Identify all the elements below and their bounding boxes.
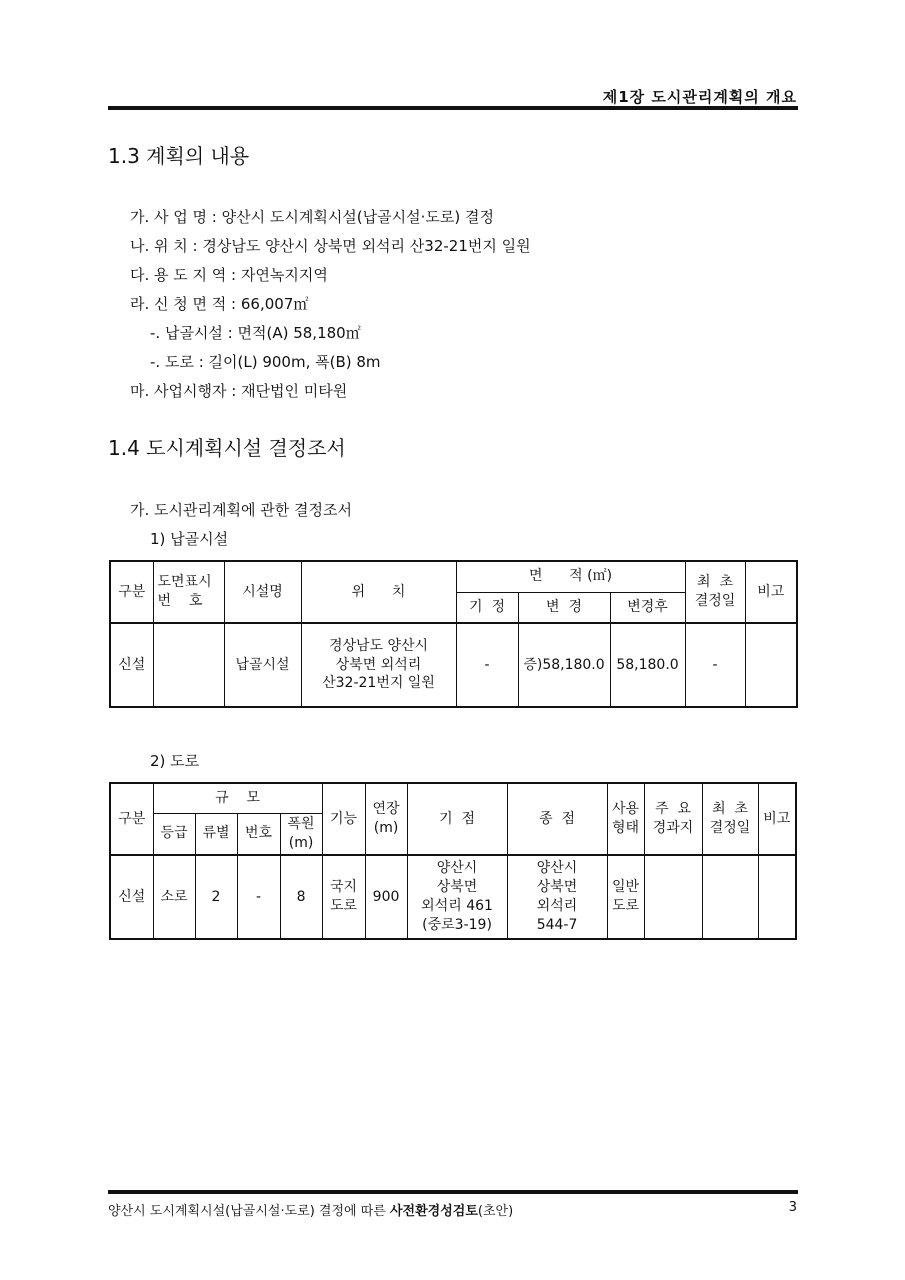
chapter-title: 제1장 도시관리계획의 개요 <box>602 88 797 106</box>
road-header-length <box>365 783 407 855</box>
cell-location <box>301 623 456 707</box>
header-first-decision <box>685 561 745 623</box>
page-number: 3 <box>788 1200 797 1215</box>
road-cell-gubun: 신설 <box>110 855 153 939</box>
header-area: 면 적 (㎡) <box>456 561 685 592</box>
road-cell-grade: 소로 <box>153 855 195 939</box>
footer-document-title <box>108 1200 513 1219</box>
header-map-no-line2: 번 호 <box>157 593 203 609</box>
road-cell-number: - <box>237 855 280 939</box>
cell-gubun: 신설 <box>110 623 153 707</box>
road-cell-end-line2: 상북면 <box>536 879 578 896</box>
cell-first: - <box>685 623 745 707</box>
road-header-first-decision <box>702 783 758 855</box>
road-header-note: 비고 <box>758 783 796 855</box>
road-cell-width: 8 <box>280 855 322 939</box>
header-map-no-line1: 도면표시 <box>157 574 212 591</box>
road-cell-end <box>507 855 607 939</box>
header-first-line1: 최 초 <box>697 574 733 591</box>
road-cell-start-line4: (중로3-19) <box>422 916 492 933</box>
subheading-charnel: 1) 납골시설 <box>150 530 229 548</box>
road-header-width-line2: (m) <box>288 834 314 851</box>
road-header-end: 종 점 <box>507 783 607 855</box>
road-header-first-line2: 결정일 <box>709 820 751 836</box>
road-cell-start-line2: 상북면 <box>436 879 478 896</box>
road-cell-end-line3: 외석리 <box>536 898 578 914</box>
item-location: 나. 위 치 : 경상남도 양산시 상북면 외석리 산32-21번지 일원 <box>130 237 531 255</box>
road-cell-end-line1: 양산시 <box>536 860 578 877</box>
road-header-first-line1: 최 초 <box>712 801 749 818</box>
road-cell-function-line2: 도로 <box>330 898 358 914</box>
road-header-gubun: 구분 <box>110 783 153 855</box>
cell-note <box>745 623 797 707</box>
item-zoning: 다. 용 도 지 역 : 자연녹지지역 <box>130 266 328 284</box>
cell-after: 58,180.0 <box>610 623 685 707</box>
road-header-usage-line2: 형태 <box>612 820 640 836</box>
road-header-function: 기능 <box>322 783 365 855</box>
road-cell-end-line4: 544-7 <box>536 916 578 933</box>
road-header-width <box>280 813 322 855</box>
cell-location-line3: 산32-21번지 일원 <box>322 675 435 692</box>
road-table <box>109 782 797 940</box>
road-header-start: 기 점 <box>407 783 507 855</box>
road-header-type: 류별 <box>195 813 237 855</box>
header-gubun: 구분 <box>110 561 153 623</box>
cell-existing: - <box>456 623 518 707</box>
item-requested-area: 라. 신 청 면 적 : 66,007㎡ <box>130 295 309 313</box>
cell-change: 증)58,180.0 <box>518 623 610 707</box>
header-first-line2: 결정일 <box>694 593 736 609</box>
road-cell-usage <box>607 855 644 939</box>
road-cell-function <box>322 855 365 939</box>
road-cell-function-line1: 국지 <box>330 879 358 896</box>
subheading-road: 2) 도로 <box>150 752 200 770</box>
road-cell-start <box>407 855 507 939</box>
section-title-1-3: 1.3 계획의 내용 <box>108 144 250 168</box>
cell-map-no <box>153 623 224 707</box>
road-header-length-line1: 연장 <box>372 801 400 818</box>
cell-location-line2: 상북면 외석리 <box>335 656 422 673</box>
footer-rule <box>108 1190 798 1194</box>
header-note: 비고 <box>745 561 797 623</box>
header-after: 변경후 <box>610 592 685 623</box>
road-cell-first <box>702 855 758 939</box>
header-map-no <box>153 561 224 623</box>
header-location: 위 치 <box>301 561 456 623</box>
item-road-size: -. 도로 : 길이(L) 900m, 폭(B) 8m <box>150 353 381 371</box>
road-header-number: 번호 <box>237 813 280 855</box>
decision-intro: 가. 도시관리계획에 관한 결정조서 <box>130 501 352 519</box>
road-header-grade: 등급 <box>153 813 195 855</box>
cell-facility: 납골시설 <box>224 623 301 707</box>
road-cell-note <box>758 855 796 939</box>
road-header-via <box>644 783 702 855</box>
road-cell-start-line1: 양산시 <box>436 860 478 877</box>
footer-title-bold: 사전환경성검토 <box>389 1204 478 1219</box>
road-header-scale: 규 모 <box>153 783 322 813</box>
road-cell-type: 2 <box>195 855 237 939</box>
road-cell-via <box>644 855 702 939</box>
footer-title-suffix: (초안) <box>477 1204 514 1219</box>
item-operator: 마. 사업시행자 : 재단법인 미타원 <box>130 382 348 400</box>
road-header-width-line1: 폭원 <box>287 815 315 832</box>
road-cell-usage-line1: 일반 <box>612 879 640 896</box>
road-header-via-line1: 주 요 <box>655 801 692 818</box>
item-project-name: 가. 사 업 명 : 양산시 도시계획시설(납골시설·도로) 결정 <box>130 208 494 226</box>
road-cell-length: 900 <box>365 855 407 939</box>
road-cell-usage-line2: 도로 <box>612 898 640 914</box>
road-cell-start-line3: 외석리 461 <box>421 898 493 914</box>
header-facility: 시설명 <box>224 561 301 623</box>
road-header-usage <box>607 783 644 855</box>
header-existing: 기 정 <box>456 592 518 623</box>
item-charnel-area: -. 납골시설 : 면적(A) 58,180㎡ <box>150 324 361 342</box>
road-header-length-line2: (m) <box>373 820 399 836</box>
charnel-facility-table <box>109 560 798 708</box>
header-rule <box>108 106 798 110</box>
cell-location-line1: 경상남도 양산시 <box>328 637 429 654</box>
road-header-via-line2: 경과지 <box>652 820 694 836</box>
footer-title-normal: 양산시 도시계획시설(납골시설·도로) 결정에 따른 <box>108 1204 390 1219</box>
road-header-usage-line1: 사용 <box>612 801 640 818</box>
header-change: 변 경 <box>518 592 610 623</box>
section-title-1-4: 1.4 도시계획시설 결정조서 <box>108 436 346 460</box>
